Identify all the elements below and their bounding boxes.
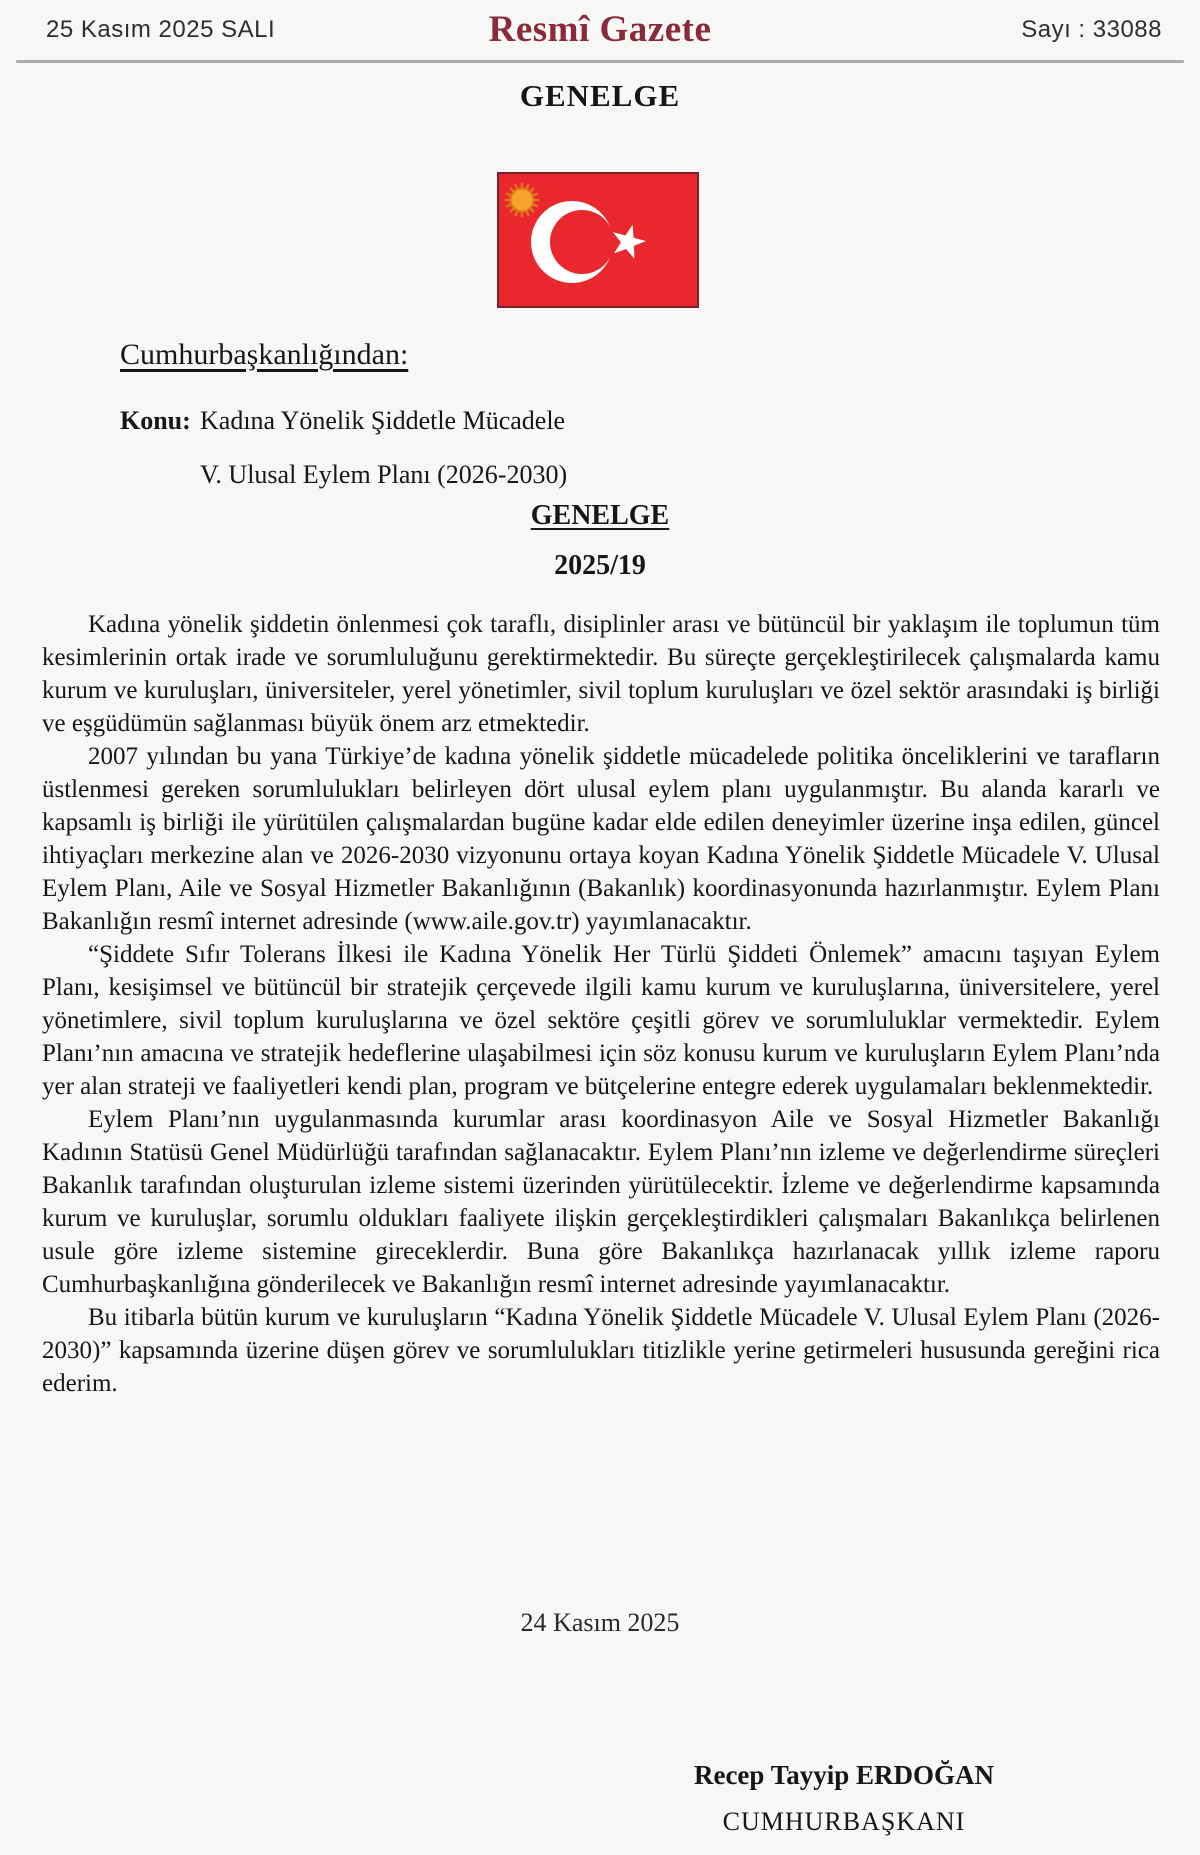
turkish-flag-svg xyxy=(497,172,699,308)
circular-heading: GENELGE xyxy=(530,500,670,531)
masthead-divider xyxy=(16,60,1184,63)
signature-block xyxy=(648,1758,1040,1839)
paragraph-5: Bu itibarla bütün kurum ve kuruluşların “Kadına Yönelik Şiddetle Mücadele V. Ulusal Eylem Planı (2026-2030)” kapsamında üzerine düşen görev ve sorumlulukları titizlikle yerine getirmeleri hususunda gereğini rica ederim. xyxy=(42,1304,1160,1397)
paragraph-1: Kadına yönelik şiddetin önlenmesi çok taraflı, disiplinler arası ve bütüncül bir yaklaşım ile toplumun tüm kesimlerinin ortak irade ve sorumluluğunu gerektirmektedir. Bu süreçte gerçekleştirilecek çalışmalarda kamu kurum ve kuruluşları, üniversiteler, yerel yönetimler, sivil toplum kuruluşları ve özel sektör arasındaki iş birliği ve eşgüdümün sağlanması büyük önem arz etmektedir. xyxy=(42,611,1160,737)
issuing-authority: Cumhurbaşkanlığından: xyxy=(120,338,409,371)
turkish-flag-image xyxy=(497,172,699,308)
paragraph-4: Eylem Planı’nın uygulanmasında kurumlar arası koordinasyon Aile ve Sosyal Hizmetler Bakanlığı Kadının Statüsü Genel Müdürlüğü tarafından sağlanacaktır. Eylem Planı’nın izleme ve değerlendirme süreçleri Bakanlık tarafından oluşturulan izleme sistemi üzerinden yürütülecektir. İzleme ve değerlendirme kapsamında kurum ve kuruluşlar, sorumlu oldukları faaliyete ilişkin gerçekleştirdikleri çalışmaları Bakanlıkça belirlenen usule göre izleme sistemine gireceklerdir. Buna göre Bakanlıkça hazırlanacak yıllık izleme raporu Cumhurbaşkanlığına gönderilecek ve Bakanlığın resmî internet adresinde yayımlanacaktır. xyxy=(42,1106,1160,1298)
masthead xyxy=(0,0,1200,62)
subject-text-1: Kadına Yönelik Şiddetle Mücadele xyxy=(200,406,566,435)
doc-type-heading: GENELGE xyxy=(519,78,681,113)
sun-icon xyxy=(506,184,538,216)
circular-body xyxy=(42,608,1160,1400)
subject-line-1 xyxy=(120,394,840,448)
signatory-title: CUMHURBAŞKANI xyxy=(722,1807,966,1836)
gazette-date: 25 Kasım 2025 SALI xyxy=(46,16,276,43)
signature-date: 24 Kasım 2025 xyxy=(520,1608,680,1637)
subject-text-2: V. Ulusal Eylem Planı (2026-2030) xyxy=(200,460,568,489)
signatory-name: Recep Tayyip ERDOĞAN xyxy=(693,1760,995,1790)
paragraph-3: “Şiddete Sıfır Tolerans İlkesi ile Kadına Yönelik Her Türlü Şiddeti Önlemek” amacını taşıyan Eylem Planı, kesişimsel ve bütüncül bir stratejik çerçevede ilgili kamu kurum ve kuruluşlarına, üniversitelere, yerel yönetimlere, sivil toplum kuruluşlarına ve özel sektöre çeşitli görev ve sorumluluklar vermektedir. Eylem Planı’nın amacına ve stratejik hedeflerine ulaşabilmesi için söz konusu kurum ve kuruluşların Eylem Planı’nda yer alan strateji ve faaliyetleri kendi plan, program ve bütçelerine entegre ederek uygulamaları beklenmektedir. xyxy=(42,941,1160,1100)
circular-number: 2025/19 xyxy=(554,550,646,581)
subject-label: Konu: xyxy=(120,406,191,435)
paragraph-2: 2007 yılından bu yana Türkiye’de kadına yönelik şiddetle mücadelede politika önceliklerini ve tarafların üstlenmesi gereken sorumlulukları belirleyen dört ulusal eylem planı uygulanmıştır. Bu alanda kararlı ve kapsamlı iş birliği ile yürütülen çalışmalardan bugüne kadar elde edilen deneyimler üzerine inşa edilen, güncel ihtiyaçları merkezine alan ve 2026-2030 vizyonunu ortaya koyan Kadına Yönelik Şiddetle Mücadele V. Ulusal Eylem Planı, Aile ve Sosyal Hizmetler Bakanlığının (Bakanlık) koordinasyonunda hazırlanmıştır. Eylem Planı Bakanlığın resmî internet adresinde (www.aile.gov.tr) yayımlanacaktır. xyxy=(42,743,1160,935)
subject-block xyxy=(120,394,840,502)
gazette-title: Resmî Gazete xyxy=(488,9,712,50)
gazette-issue-number: Sayı : 33088 xyxy=(1021,16,1162,43)
